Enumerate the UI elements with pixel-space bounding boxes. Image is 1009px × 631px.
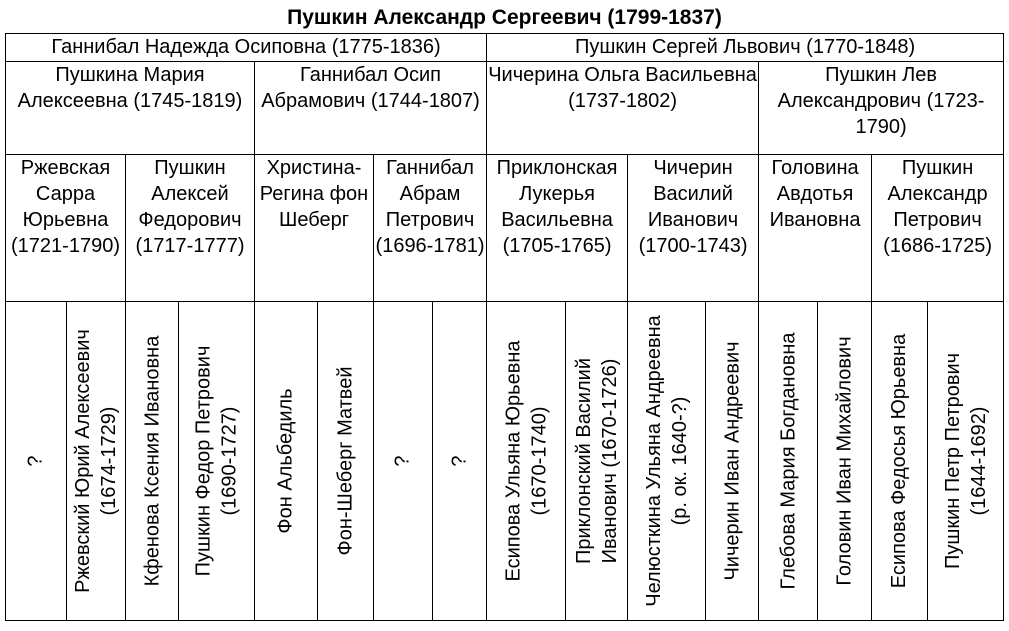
ancestor-cell: Есипова Ульяна Юрьевна (1670-1740) [487, 302, 566, 621]
ancestor-cell: Головин Иван Михайлович [818, 302, 872, 621]
great-grandparent-cell: Ржевская Сарра Юрьевна (1721-1790) [6, 155, 126, 302]
ancestor-cell: Фон Альбедиль [255, 302, 318, 621]
ancestor-cell: Приклонский Василий Иванович (1670-1726) [566, 302, 628, 621]
grandparent-cell: Чичерина Ольга Васильевна (1737-1802) [487, 62, 759, 155]
great-grandparent-cell: Пушкин Алексей Федорович (1717-1777) [126, 155, 255, 302]
ancestor-cell: ? [374, 302, 433, 621]
page-title: Пушкин Александр Сергеевич (1799-1837) [287, 6, 722, 29]
ancestor-cell: Пушкин Федор Петрович (1690-1727) [179, 302, 255, 621]
great-grandparent-cell: Пушкин Александр Петрович (1686-1725) [872, 155, 1004, 302]
great-grandparent-cell: Христина-Регина фон Шеберг [255, 155, 374, 302]
ancestor-cell: Челюсткина Ульяна Андреевна (р. ок. 1640-?) [628, 302, 706, 621]
ancestor-cell: ? [433, 302, 487, 621]
ancestor-cell: Чичерин Иван Андреевич [706, 302, 759, 621]
ancestor-cell: Глебова Мария Богдановна [759, 302, 818, 621]
ancestor-cell: Ржевский Юрий Алексеевич (1674-1729) [67, 302, 126, 621]
great-grandparent-cell: Чичерин Василий Иванович (1700-1743) [628, 155, 759, 302]
parent-father: Пушкин Сергей Львович (1770-1848) [487, 34, 1004, 62]
great-grandparent-cell: Головина Авдотья Ивановна [759, 155, 872, 302]
great-grandparent-cell: Ганнибал Абрам Петрович (1696-1781) [374, 155, 487, 302]
ancestor-cell: Пушкин Петр Петрович (1644-1692) [928, 302, 1004, 621]
grandparent-cell: Пушкина Мария Алексеевна (1745-1819) [6, 62, 255, 155]
ancestor-cell: Есипова Федосья Юрьевна [872, 302, 928, 621]
ancestor-cell: ? [6, 302, 67, 621]
ancestor-cell: Фон-Шеберг Матвей [318, 302, 374, 621]
grandparent-cell: Пушкин Лев Александрович (1723-1790) [759, 62, 1004, 155]
grandparent-cell: Ганнибал Осип Абрамович (1744-1807) [255, 62, 487, 155]
great-grandparent-cell: Приклонская Лукерья Васильевна (1705-1765) [487, 155, 628, 302]
parent-mother: Ганнибал Надежда Осиповна (1775-1836) [6, 34, 487, 62]
ancestor-cell: Кфенова Ксения Ивановна [126, 302, 179, 621]
pedigree-table [5, 33, 1004, 621]
